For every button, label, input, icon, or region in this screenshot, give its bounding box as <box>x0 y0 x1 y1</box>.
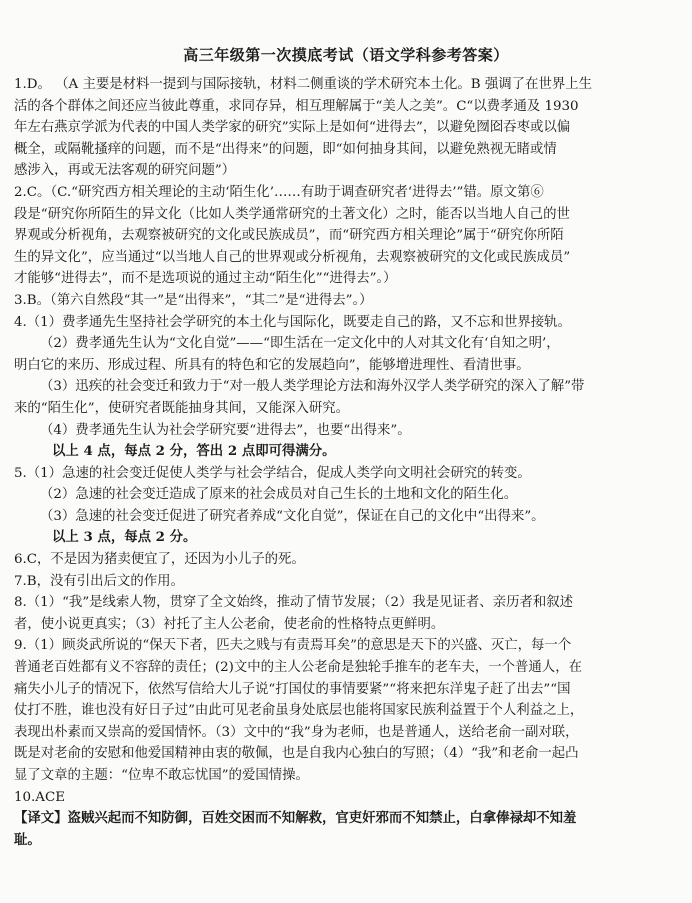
text-line: 才能够“进得去”，而不是选项说的通过主动“陌生化”“进得去”。） <box>14 271 397 287</box>
text-line: 3.B。（第六自然段“其一”是“出得来”，“其二”是“进得去”。） <box>14 292 373 308</box>
text-line: 生的异文化”，应当通过“以当地人自己的世界观或分析视角，去观察被研究的文化或民族成员” <box>14 249 571 265</box>
translation-line: 【译文】盗贼兴起而不知防御，百姓交困而不知解救，官吏奸邪而不知禁止，白拿俸禄却不知羞 <box>14 810 577 827</box>
text-line: 痛失小儿子的情况下，依然写信给大儿子说“打国仗的事情要紧”“将来把东洋鬼子赶了出去”“国 <box>14 681 571 697</box>
text-line: （4）费孝通先生认为社会学研究要“进得去”，也要“出得来”。 <box>40 422 411 438</box>
text-line: （3）迅疾的社会变迁和致力于“对一般人类学理论方法和海外汉学人类学研究的深入了解”带 <box>40 379 585 395</box>
text-line: 感涉入，再或无法客观的研究问题”） <box>14 163 236 179</box>
text-line: 段是“研究你所陌生的异文化（比如人类学通常研究的土著文化）之时，能否以当地人自己的世 <box>14 206 570 222</box>
text-line: 明白它的来历、形成过程、所具有的特色和它的发展趋向”，能够增进理性、看清世事。 <box>14 357 530 373</box>
text-line: （3）急速的社会变迁促进了研究者养成“文化自觉”，保证在自己的文化中“出得来”。 <box>40 508 545 524</box>
text-line: 10.ACE <box>14 789 65 805</box>
text-line: 普通老百姓都有义不容辞的责任；(2)文中的主人公老俞是独轮手推车的老车夫，一个普通人，在 <box>14 660 582 676</box>
text-line: 5.（1）急速的社会变迁促使人类学与社会学结合，促成人类学向文明社会研究的转变。 <box>14 465 531 481</box>
text-line: 来的“陌生化”，使研究者既能抽身其间，又能深入研究。 <box>14 400 350 416</box>
text-line: （2）急速的社会变迁造成了原来的社会成员对自己生长的土地和文化的陌生化。 <box>40 487 518 503</box>
text-line: 2.C。（C.“研究西方相关理论的主动‘陌生化’……有助于调查研究者‘进得去’”错。原文第⑥ <box>14 184 544 200</box>
text-line: 8.（1）“我”是线索人物，贯穿了全文始终，推动了情节发展；（2）我是见证者、亲历者和叙述 <box>14 595 574 611</box>
scoring-note: 以上 4 点，每点 2 分，答出 2 点即可得满分。 <box>52 443 336 460</box>
scoring-note: 以上 3 点，每点 2 分。 <box>52 529 197 546</box>
answer-content <box>14 74 682 851</box>
text-line: 7.B，没有引出后文的作用。 <box>14 573 184 589</box>
text-line: （2）费孝通先生认为“文化自觉”——“即生活在一定文化中的人对其文化有‘自知之明’， <box>40 336 560 352</box>
text-line: 活的各个群体之间还应当彼此尊重，求同存异，相互理解属于“美人之美”。C“以费孝通及 1930 <box>14 98 579 114</box>
text-line: 界观或分析视角，去观察被研究的文化或民族成员”，而“研究西方相关理论”属于“研究你所陌 <box>14 228 564 244</box>
text-line: 概全，或隔靴搔痒的问题，而不是“出得来”的问题，即“如何抽身其间，以避免熟视无睹或情 <box>14 141 557 157</box>
page-title: 高三年级第一次摸底考试（语文学科参考答案） <box>183 46 509 64</box>
text-line: 9.（1）顾炎武所说的“保天下者，匹夫之贱与有责焉耳矣”的意思是天下的兴盛、灭亡，每一个 <box>14 638 572 654</box>
text-line: 4.（1）费孝通先生坚持社会学研究的本土化与国际化，既要走自己的路，又不忘和世界接轨。 <box>14 314 571 330</box>
text-line: 显了文章的主题：“位卑不敢忘忧国”的爱国情操。 <box>14 768 309 783</box>
text-line: 表现出朴素而又崇高的爱国情怀。（3）文中的“我”身为老师，也是普通人，送给老俞一副对联， <box>14 724 579 740</box>
text-line: 既是对老俞的安慰和他爱国精神由衷的敬佩，也是自我内心独白的写照；（4）“我”和老俞一起凸 <box>14 746 579 762</box>
text-line: 年左右燕京学派为代表的中国人类学家的研究”实际上是如何“进得去”，以避免囫囵吞枣或以偏 <box>14 120 571 136</box>
text-line: 1.D。 （A 主要是材料一提到与国际接轨，材料二侧重谈的学术研究本土化。B 强调了在世界上生 <box>14 77 593 92</box>
text-line: 6.C，不是因为猪卖便宜了，还因为小儿子的死。 <box>14 552 305 568</box>
text-line: 者，使小说更真实；（3）衬托了主人公老俞，使老俞的性格特点更鲜明。 <box>14 616 445 632</box>
translation-line: 耻。 <box>14 831 41 848</box>
text-line: 仗打不胜，谁也没有好日子过”由此可见老俞虽身处底层也能将国家民族利益置于个人利益之上， <box>14 703 584 719</box>
